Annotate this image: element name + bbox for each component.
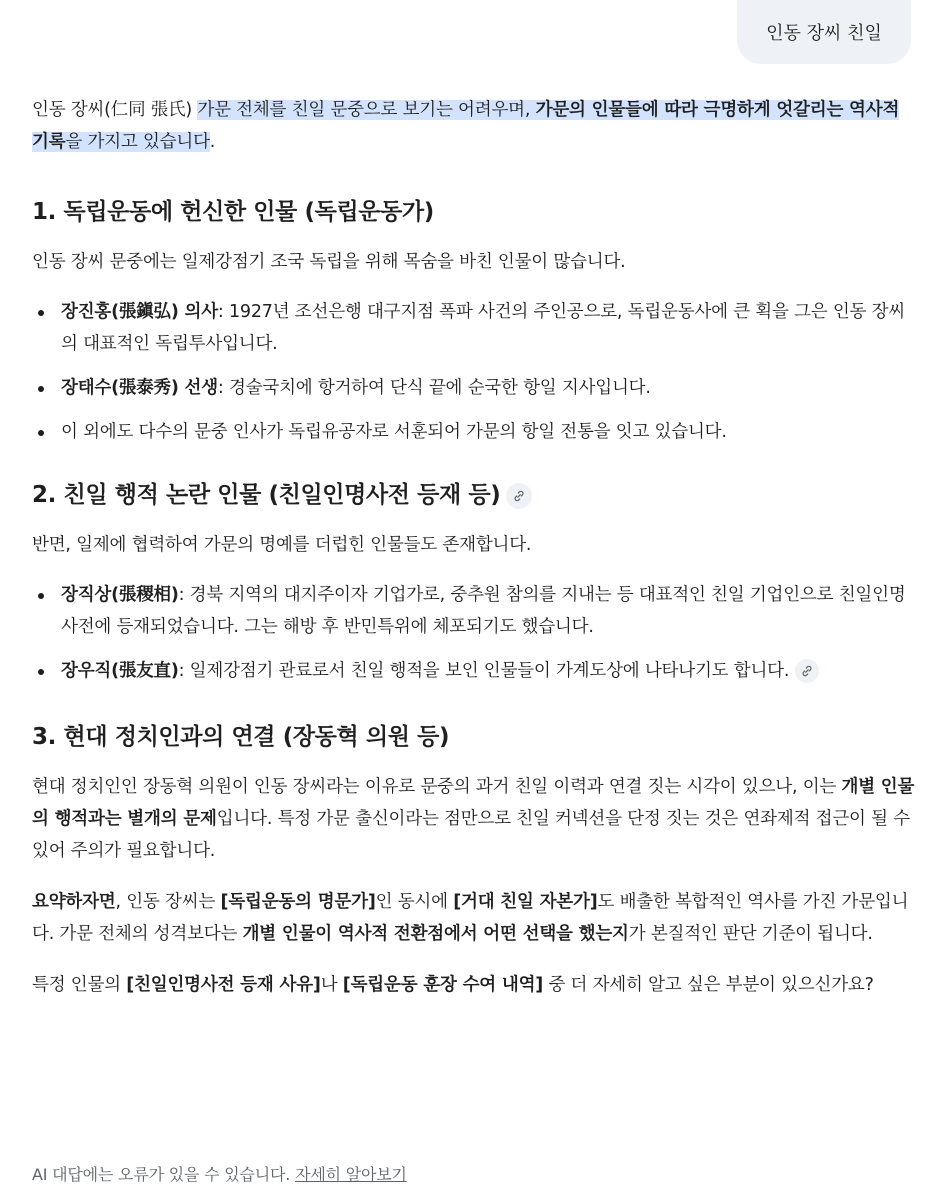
intro-highlight-text: 가문 전체를 친일 문중으로 보기는 어려우며,: [197, 100, 536, 120]
question-text-1: 특정 인물의: [32, 975, 127, 995]
list-item-bold: 장진홍(張鎭弘) 의사: [61, 302, 218, 322]
question-bold-2: [독립운동 훈장 수여 내역]: [342, 975, 544, 995]
section2-intro: 반면, 일제에 협력하여 가문의 명예를 더럽힌 인물들도 존재합니다.: [32, 535, 532, 555]
intro-period: .: [209, 132, 216, 152]
followup-question: [32, 969, 917, 1001]
section2-heading-text: 2. 친일 행적 논란 인물 (친일인명사전 등재 등): [32, 482, 501, 508]
intro-highlight-bold: 가문의 인물들에 따라 극명하게 엇갈리는 역사적 기록: [32, 100, 900, 152]
list-item: [32, 579, 917, 643]
list-item-text: : 경술국치에 항거하여 단식 끝에 순국한 항일 지사입니다.: [217, 378, 651, 398]
summary-text-2: 인 동시에: [375, 892, 454, 912]
source-link-button[interactable]: [506, 483, 532, 509]
section3-text-end: 입니다. 특정 가문 출신이라는 점만으로 친일 커넥션을 단정 짓는 것은 연좌제적 접근이 될 수 있어 주의가 필요합니다.: [32, 809, 910, 861]
summary-bold-4: 개별 인물이 역사적 전환점에서 어떤 선택을 했는지: [242, 924, 629, 944]
intro-text: 인동 장씨(仁同 張氏): [32, 100, 198, 120]
section3-bold: 개별 인물의 행적과는 별개의 문제: [32, 777, 915, 829]
list-item-bold: 장태수(張泰秀) 선생: [61, 378, 218, 398]
list-item-bold: 장직상(張稷相): [61, 585, 179, 605]
ai-response: [32, 94, 917, 1001]
question-text-3: 중 더 자세히 알고 싶은 부분이 있으신가요?: [543, 975, 874, 995]
disclaimer-footer: [32, 1162, 407, 1188]
list-item-text: : 1927년 조선은행 대구지점 폭파 사건의 주인공으로, 독립운동사에 큰 획을 그은 인동 장씨의 대표적인 독립투사입니다.: [61, 302, 906, 354]
summary-text-3: 도 배출한 복합적인 역사를 가진 가문입니다. 가문 전체의 성격보다는: [32, 892, 909, 944]
list-item: [32, 655, 917, 687]
section2-heading: [32, 479, 917, 511]
section1-list: [32, 296, 917, 448]
list-item: [32, 296, 917, 360]
list-item: [32, 416, 917, 448]
summary-paragraph: [32, 886, 917, 950]
source-link-button[interactable]: [795, 659, 819, 683]
summary-bold-1: 요약하자면: [32, 892, 116, 912]
question-text-2: 나: [320, 975, 343, 995]
user-message-text: 인동 장씨 친일: [766, 23, 882, 44]
section1-intro: 인동 장씨 문중에는 일제강점기 조국 독립을 위해 목숨을 바친 인물이 많습니다.: [32, 252, 626, 272]
learn-more-link[interactable]: 자세히 알아보기: [295, 1165, 407, 1184]
user-message-bubble: [737, 0, 911, 64]
intro-paragraph: [32, 94, 917, 158]
summary-text-1: , 인동 장씨는: [115, 892, 221, 912]
link-icon: [512, 489, 526, 503]
disclaimer-text: AI 대답에는 오류가 있을 수 있습니다.: [32, 1165, 296, 1184]
section3-text: 현대 정치인인 장동혁 의원이 인동 장씨라는 이유로 문중의 과거 친일 이력과 연결 짓는 시각이 있으나, 이는: [32, 777, 842, 797]
list-item-text: : 일제강점기 관료로서 친일 행적을 보인 인물들이 가계도상에 나타나기도 합니다.: [178, 661, 790, 681]
link-icon: [800, 664, 814, 678]
list-item-text: 이 외에도 다수의 문중 인사가 독립유공자로 서훈되어 가문의 항일 전통을 잇고 있습니다.: [61, 422, 727, 442]
question-bold-1: [친일인명사전 등재 사유]: [126, 975, 321, 995]
section1-heading: 1. 독립운동에 헌신한 인물 (독립운동가): [32, 199, 434, 225]
section2-list: [32, 579, 917, 687]
list-item: [32, 372, 917, 404]
list-item-text: : 경북 지역의 대지주이자 기업가로, 중추원 참의를 지내는 등 대표적인 친일 기업인으로 친일인명사전에 등재되었습니다. 그는 해방 후 반민특위에 체포되기도 했습니다.: [61, 585, 906, 637]
intro-highlight-end: 을 가지고 있습니다: [65, 132, 210, 152]
section3-paragraph: [32, 771, 917, 867]
summary-bold-3: [거대 친일 자본가]: [453, 892, 598, 912]
list-item-bold: 장우직(張友直): [61, 661, 179, 681]
summary-bold-2: [독립운동의 명문가]: [220, 892, 376, 912]
summary-text-4: 가 본질적인 판단 기준이 됩니다.: [628, 924, 873, 944]
section3-heading: 3. 현대 정치인과의 연결 (장동혁 의원 등): [32, 724, 450, 750]
